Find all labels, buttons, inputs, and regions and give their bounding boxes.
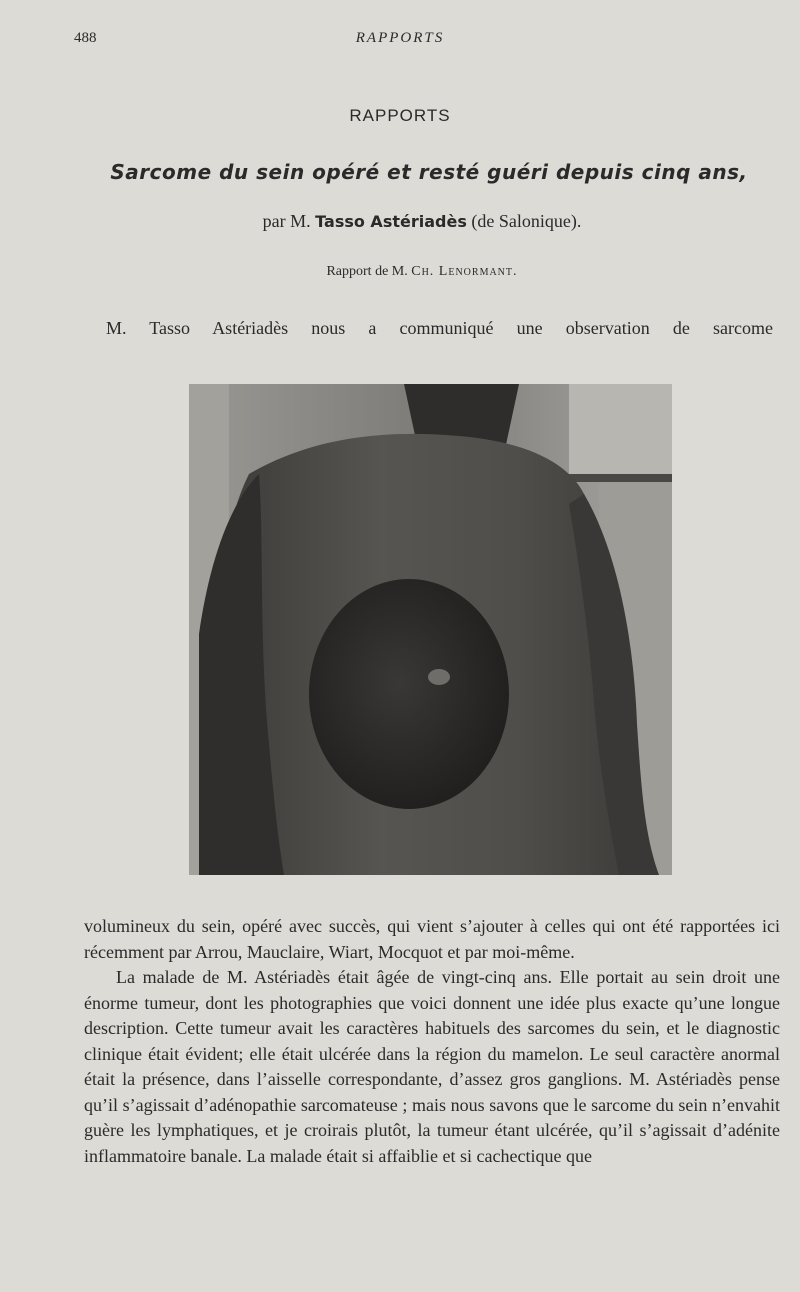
paragraph-1: volumineux du sein, opéré avec succès, qui vient s’ajouter à celles qui ont été rapportées ici récemment par Arrou, Mauclaire, Wiart, Mocquot et par moi-même. xyxy=(84,916,780,962)
article-title: Sarcome du sein opéré et resté guéri depuis cinq ans, xyxy=(110,160,748,184)
intro-line: M. Tasso Astériadès nous a communiqué une observation de sarcome xyxy=(106,318,773,338)
section-title: RAPPORTS xyxy=(349,106,451,125)
byline xyxy=(0,211,800,232)
running-title: RAPPORTS xyxy=(355,30,445,46)
page-number: 488 xyxy=(74,30,97,46)
report-prefix: Rapport de M. xyxy=(326,264,412,279)
photograph-of-patient-icon xyxy=(189,384,672,875)
author-name: Tasso Astériadès xyxy=(315,212,467,231)
reporter-name: Ch. Lenormant. xyxy=(411,264,518,279)
running-header xyxy=(0,30,800,50)
byline-prefix: par M. xyxy=(262,211,316,231)
body-text xyxy=(84,914,780,1169)
report-line xyxy=(0,264,800,280)
patient-photograph xyxy=(189,384,672,875)
paragraph-2: La malade de M. Astériadès était âgée de vingt-cinq ans. Elle portait au sein droit une énorme tumeur, dont les photographies que voici donnent une idée plus exacte qu’une longue description. Cette tumeur avait les caractères habituels des sarcomes du sein, et le diagnostic clinique était évident; elle était ulcérée dans la région du mamelon. Le seul caractère anormal était la présence, dans l’aisselle correspondante, d’assez gros ganglions. M. Astériadès pense qu’il s’agissait d’adénopathie sarcomateuse ; mais nous savons que le sarcome du sein n’envahit guère les lymphatiques, et je croirais plutôt, la tumeur étant ulcérée, qu’il s’agissait d’adénite inflammatoire banale. La malade était si affaiblie et si cachectique que xyxy=(84,967,780,1166)
byline-suffix: (de Salonique). xyxy=(466,211,582,231)
